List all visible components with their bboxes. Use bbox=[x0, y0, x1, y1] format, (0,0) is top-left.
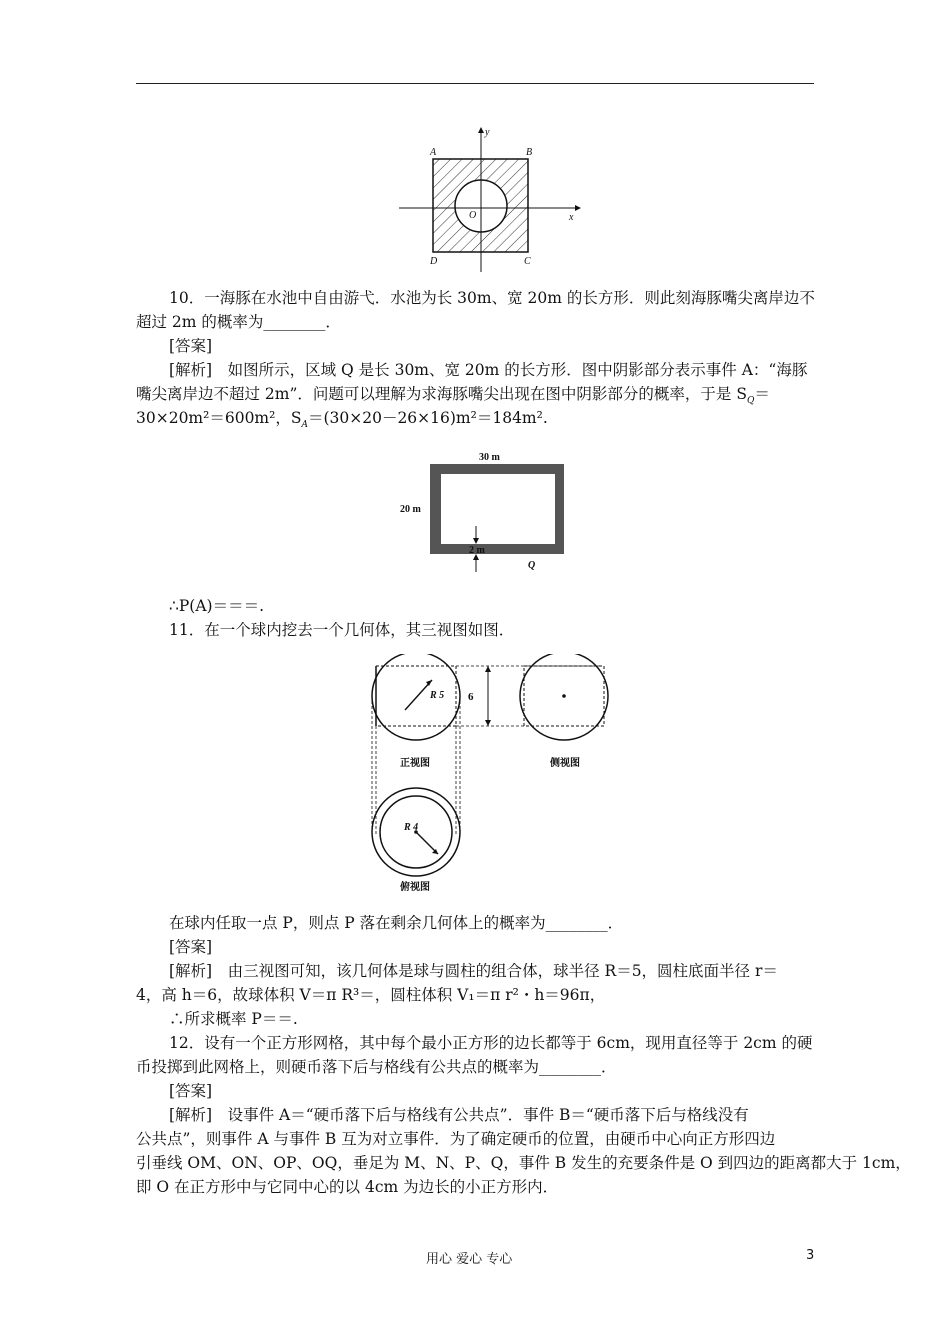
q10-line2: 超过 2m 的概率为________． bbox=[136, 313, 341, 331]
q10-line1: 10．一海豚在水池中自由游弋．水池为长 30m、宽 20m 的长方形．则此刻海豚嘴尖离岸边不 bbox=[169, 289, 815, 307]
q12-analysis1: [解析] 设事件 A＝“硬币落下后与格线有公共点”．事件 B＝“硬币落下后与格线没有 bbox=[169, 1106, 749, 1124]
pool-width-label: 20 m bbox=[400, 504, 421, 515]
q12-line1: 12．设有一个正方形网格，其中每个最小正方形的边长都等于 6cm，现用直径等于 2cm 的硬 bbox=[169, 1034, 813, 1052]
q12-analysis2: 公共点”，则事件 A 与事件 B 互为对立事件．为了确定硬币的位置，由硬币中心向正方形四边 bbox=[136, 1130, 776, 1148]
label-c: C bbox=[524, 256, 531, 267]
figure-square-circle bbox=[395, 124, 585, 276]
figure-pool bbox=[395, 448, 575, 578]
side-view-caption: 侧视图 bbox=[550, 758, 580, 769]
figure-three-views bbox=[360, 654, 620, 898]
pool-gap-label: 2 m bbox=[469, 545, 485, 556]
footer-slogan: 用心 爱心 专心 bbox=[426, 1252, 513, 1267]
label-a: A bbox=[430, 147, 437, 158]
q11-analysis1: [解析] 由三视图可知，该几何体是球与圆柱的组合体，球半径 R＝5，圆柱底面半径 r＝ bbox=[169, 962, 778, 980]
label-d: D bbox=[430, 256, 438, 267]
pool-region-label: Q bbox=[528, 560, 536, 571]
front-view-caption: 正视图 bbox=[400, 758, 430, 769]
top-view-caption: 俯视图 bbox=[400, 882, 430, 893]
label-x: x bbox=[569, 212, 574, 223]
q11-prompt: 在球内任取一点 P，则点 P 落在剩余几何体上的概率为________． bbox=[169, 914, 624, 932]
q10-analysis2: 嘴尖离岸边不超过 2m”．问题可以理解为求海豚嘴尖出现在图中阴影部分的概率，于是 $S_Q=$ bbox=[136, 385, 770, 407]
q11-conclusion: ∴所求概率 P＝＝. bbox=[169, 1010, 298, 1028]
q12-answer: [答案] bbox=[169, 1082, 213, 1100]
label-b: B bbox=[526, 147, 533, 158]
q10-answer: [答案] bbox=[169, 337, 213, 355]
q12-line2: 币投掷到此网格上，则硬币落下后与格线有公共点的概率为________． bbox=[136, 1058, 617, 1076]
q12-analysis4: 即 O 在正方形中与它同中心的以 4cm 为边长的小正方形内． bbox=[136, 1178, 559, 1196]
q11-analysis2: 4，高 h＝6，故球体积 V＝π R³＝，圆柱体积 V₁＝π r²・h＝96π， bbox=[136, 986, 606, 1004]
q10-analysis1: [解析] 如图所示，区域 Q 是长 30m、宽 20m 的长方形．图中阴影部分表示事件 A：“海豚 bbox=[169, 361, 808, 379]
label-o: O bbox=[469, 210, 477, 221]
label-y: y bbox=[485, 127, 490, 138]
header-rule bbox=[136, 83, 814, 84]
height-label: 6 bbox=[468, 691, 474, 703]
q11-answer: [答案] bbox=[169, 938, 213, 956]
page-number: 3 bbox=[806, 1248, 815, 1263]
top-radius-label: R 4 bbox=[404, 822, 419, 833]
q10-analysis3: 30×20m²＝600m²，$S_A=(30\times 20-26\times 16)m^2=184m^2$. bbox=[136, 409, 548, 431]
q10-conclusion: ∴P(A)＝＝＝. bbox=[169, 597, 265, 615]
q11-line1: 11．在一个球内挖去一个几何体，其三视图如图． bbox=[169, 621, 515, 639]
pool-length-label: 30 m bbox=[479, 452, 500, 463]
front-radius-label: R 5 bbox=[430, 690, 445, 701]
q12-analysis3: 引垂线 OM、ON、OP、OQ，垂足为 M、N、P、Q，事件 B 发生的充要条件是 O 到四边的距离都大于 1cm， bbox=[136, 1154, 911, 1172]
